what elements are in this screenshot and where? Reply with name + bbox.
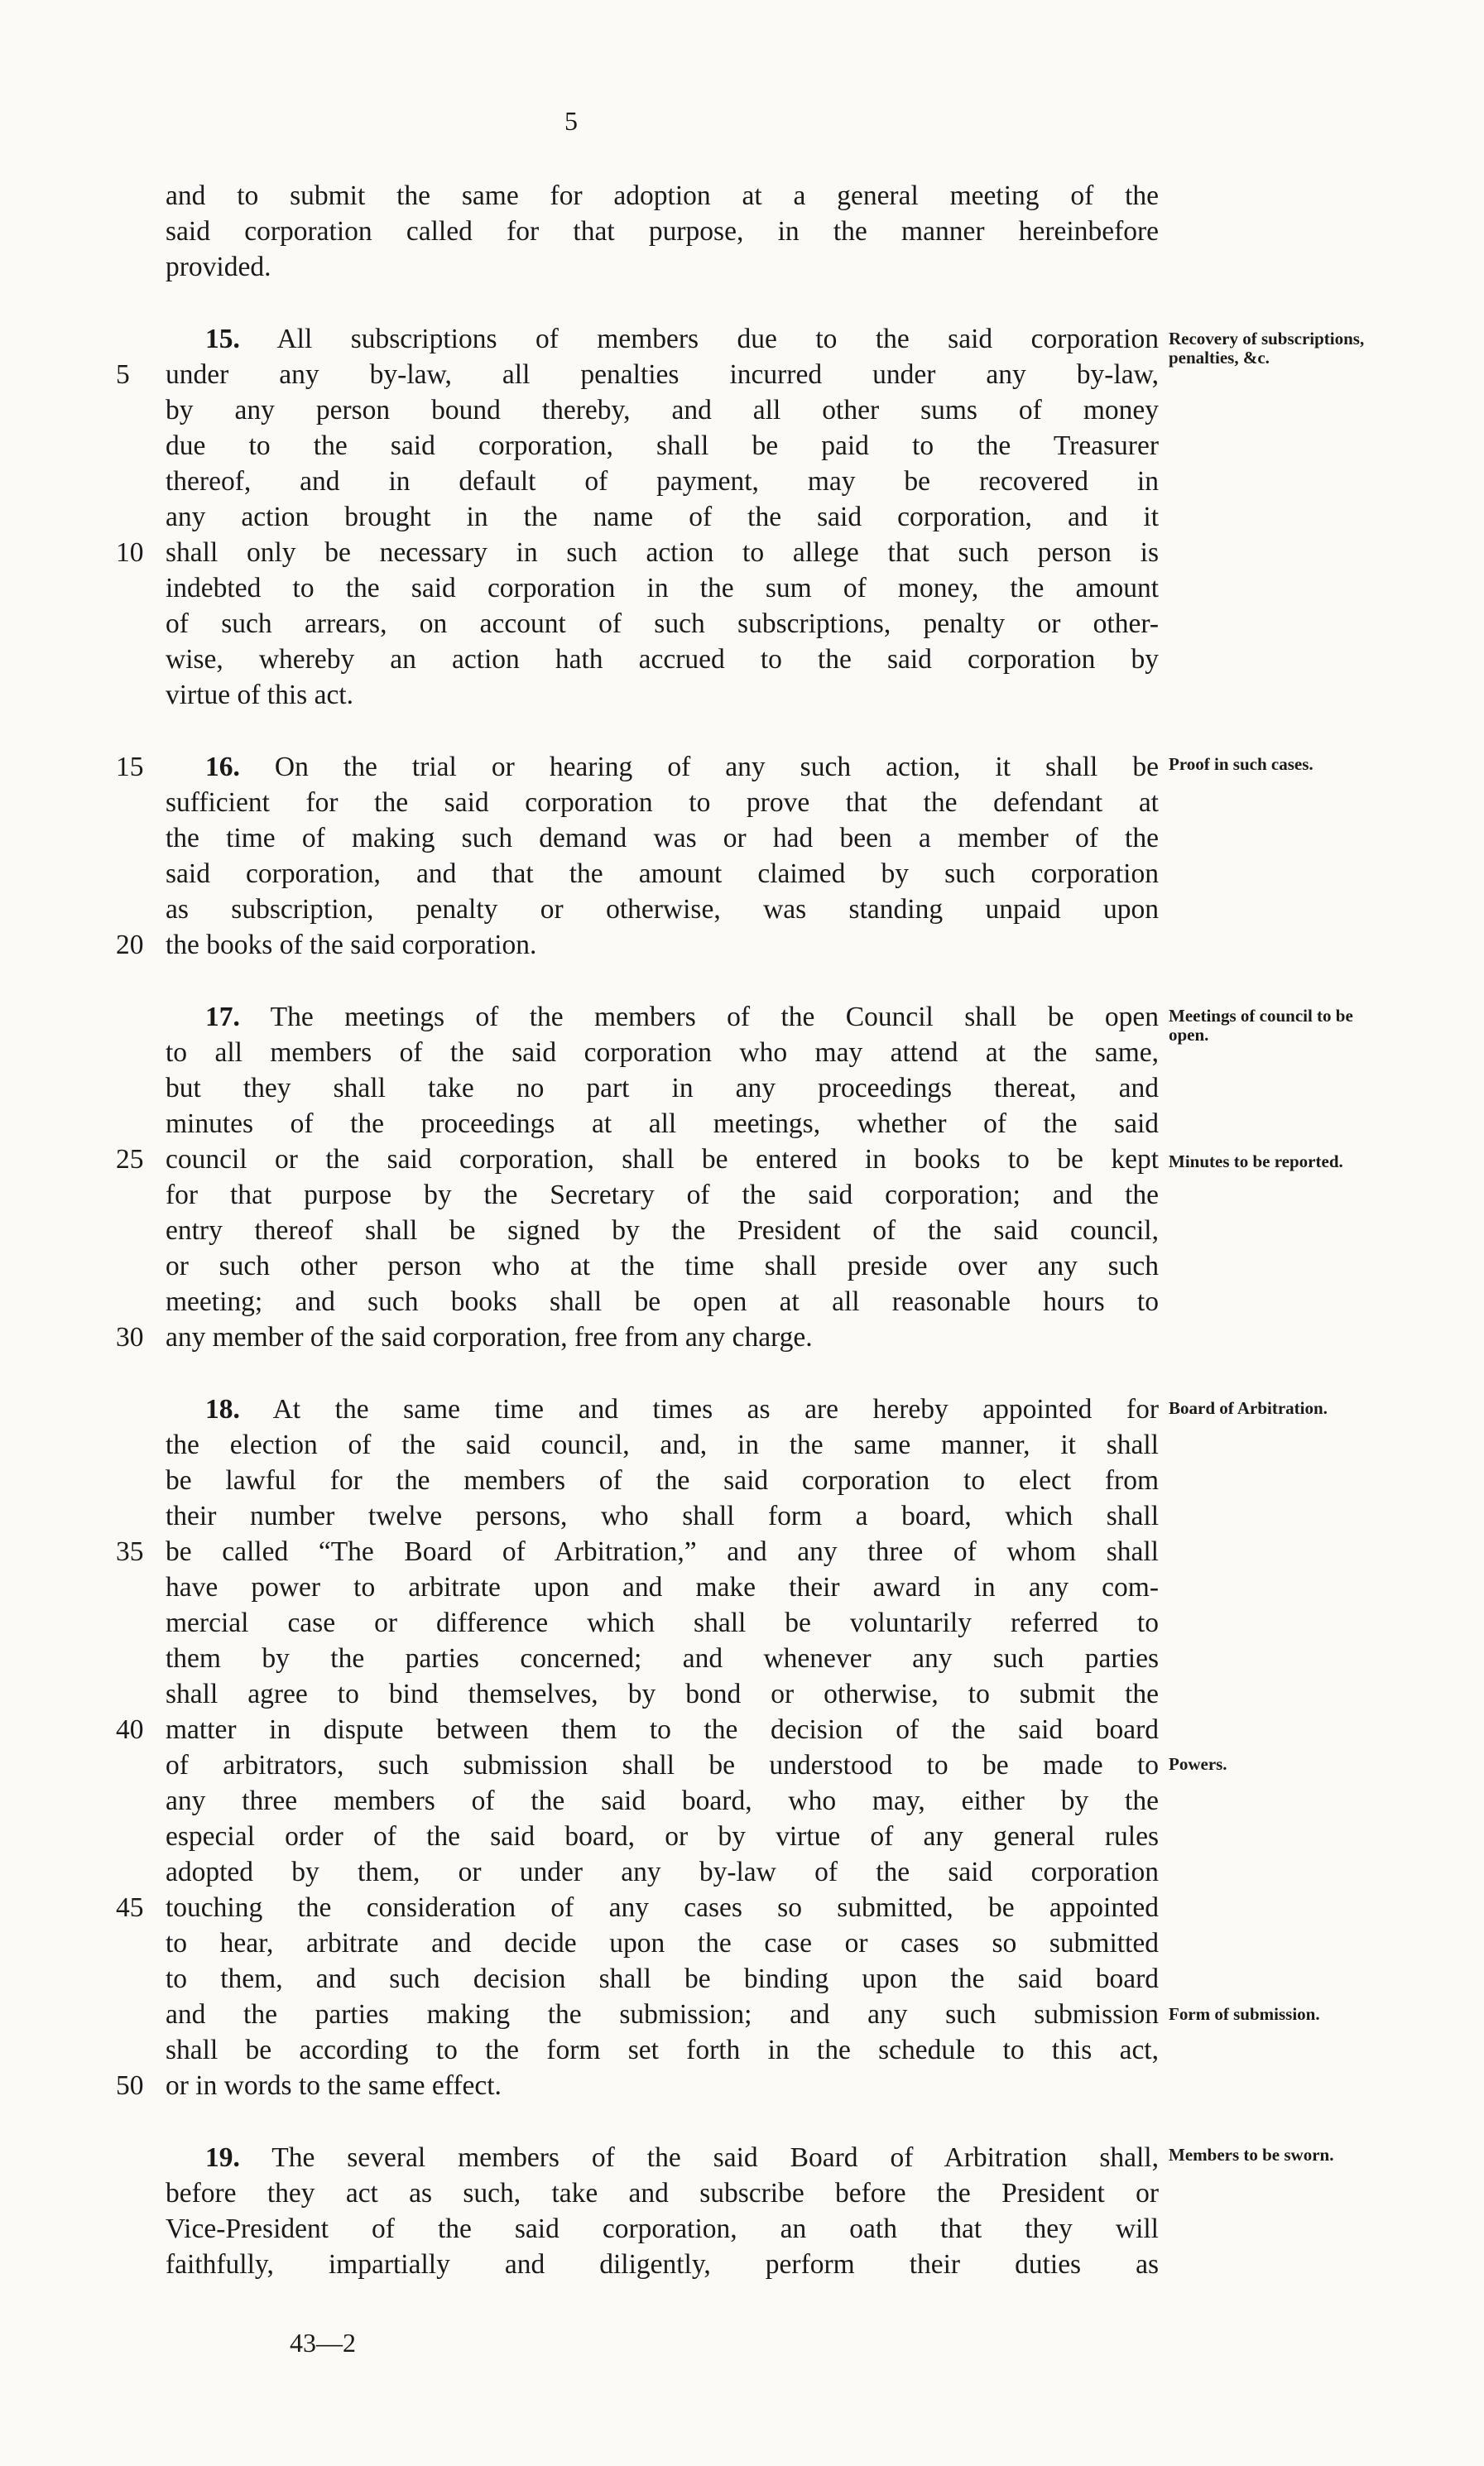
line-text: of such arrears, on account of such subscriptions, penalty or other- xyxy=(166,608,1159,639)
line-text: for that purpose by the Secretary of the said corporation; and the xyxy=(166,1180,1159,1210)
line-text: faithfully, impartially and diligently, perform their duties as xyxy=(166,2249,1159,2280)
line-number: 25 xyxy=(116,1144,144,1175)
line-text: the election of the said council, and, in the same manner, it shall xyxy=(166,1430,1159,1460)
line-text: the time of making such demand was or had been a member of the xyxy=(166,823,1159,853)
text-line xyxy=(166,1641,1159,1676)
text-line xyxy=(166,1712,1159,1747)
line-text: or such other person who at the time shall preside over any such xyxy=(166,1251,1159,1281)
line-text: any action brought in the name of the said corporation, and it xyxy=(166,502,1159,532)
text-line xyxy=(166,1213,1159,1248)
line-text: or in words to the same effect. xyxy=(166,2070,502,2101)
text-line xyxy=(166,2175,1159,2211)
line-text: shall be according to the form set forth in the schedule to this act, xyxy=(166,2035,1159,2065)
margin-note: Proof in such cases. xyxy=(1169,754,1314,774)
text-line xyxy=(166,357,1159,392)
line-text: shall only be necessary in such action to allege that such person is xyxy=(166,537,1159,568)
text-line xyxy=(166,178,1159,214)
line-text: but they shall take no part in any proceedings thereat, and xyxy=(166,1073,1159,1103)
line-text: to all members of the said corporation who may attend at the same, xyxy=(166,1037,1159,1068)
section-number: 17. xyxy=(205,1002,240,1032)
margin-note: Minutes to be reported. xyxy=(1169,1151,1343,1171)
line-text: and to submit the same for adoption at a general meeting of the xyxy=(166,180,1159,211)
text-line xyxy=(166,927,1159,963)
line-text: especial order of the said board, or by virtue of any general rules xyxy=(166,1821,1159,1852)
text-line xyxy=(166,570,1159,606)
text-line xyxy=(166,1676,1159,1712)
text-line xyxy=(166,392,1159,428)
line-text: All subscriptions of members due to the said corporation xyxy=(239,324,1159,354)
line-text: adopted by them, or under any by-law of the said corporation xyxy=(166,1857,1159,1887)
line-text: to them, and such decision shall be binding upon the said board xyxy=(166,1964,1159,1994)
page-number: 5 xyxy=(564,106,578,136)
margin-note: Meetings of council to be open. xyxy=(1169,1006,1353,1045)
line-text: due to the said corporation, shall be paid to the Treasurer xyxy=(166,430,1159,461)
line-text: thereof, and in default of payment, may be recovered in xyxy=(166,466,1159,497)
text-line xyxy=(166,1961,1159,1997)
line-text: have power to arbitrate upon and make their award in any com- xyxy=(166,1572,1159,1603)
text-line xyxy=(166,892,1159,927)
signature-mark: 43—2 xyxy=(290,2328,356,2358)
line-number: 30 xyxy=(116,1322,144,1353)
text-line xyxy=(166,1569,1159,1605)
text-line xyxy=(166,1035,1159,1070)
line-text: to hear, arbitrate and decide upon the case or cases so submitted xyxy=(166,1928,1159,1959)
text-line xyxy=(166,820,1159,856)
section-number: 16. xyxy=(205,752,240,782)
text-line xyxy=(166,214,1159,249)
text-line xyxy=(166,249,1159,285)
text-line xyxy=(166,1177,1159,1213)
text-line xyxy=(166,642,1159,677)
text-line xyxy=(166,1248,1159,1284)
line-text: council or the said corporation, shall be entered in books to be kept xyxy=(166,1144,1159,1175)
text-line xyxy=(166,1320,1159,1355)
line-number: 50 xyxy=(116,2070,144,2101)
line-number: 45 xyxy=(116,1892,144,1923)
line-text: On the trial or hearing of any such action, it shall be xyxy=(239,752,1159,782)
line-text: be called “The Board of Arbitration,” and any three of whom shall xyxy=(166,1536,1159,1567)
line-text: said corporation, and that the amount claimed by such corporation xyxy=(166,858,1159,889)
text-line xyxy=(166,856,1159,892)
text-line xyxy=(205,1392,1159,1427)
text-line xyxy=(166,1498,1159,1534)
line-text: mercial case or difference which shall be voluntarily referred to xyxy=(166,1608,1159,1638)
line-text: before they act as such, take and subscribe before the President or xyxy=(166,2178,1159,2209)
line-text: any member of the said corporation, free from any charge. xyxy=(166,1322,813,1353)
text-line xyxy=(166,1106,1159,1142)
line-text: the books of the said corporation. xyxy=(166,930,537,960)
text-line xyxy=(166,428,1159,464)
line-text: wise, whereby an action hath accrued to the said corporation by xyxy=(166,644,1159,675)
text-line xyxy=(166,1747,1159,1783)
text-line xyxy=(205,2140,1159,2175)
text-line xyxy=(166,535,1159,570)
text-line xyxy=(166,2032,1159,2068)
text-line xyxy=(166,499,1159,535)
line-number: 20 xyxy=(116,930,144,960)
section-number: 18. xyxy=(205,1394,240,1425)
line-text: touching the consideration of any cases so submitted, be appointed xyxy=(166,1892,1159,1923)
text-line xyxy=(166,1463,1159,1498)
text-line xyxy=(166,1605,1159,1641)
text-line xyxy=(166,1890,1159,1925)
line-text: virtue of this act. xyxy=(166,680,353,710)
margin-note: Board of Arbitration. xyxy=(1169,1398,1328,1418)
text-line xyxy=(166,1819,1159,1854)
line-number: 5 xyxy=(116,359,130,390)
text-line xyxy=(166,677,1159,713)
line-text: shall agree to bind themselves, by bond or otherwise, to submit the xyxy=(166,1679,1159,1709)
line-text: under any by-law, all penalties incurred under any by-law, xyxy=(166,359,1159,390)
text-line xyxy=(205,749,1159,785)
margin-note: Recovery of subscriptions, penalties, &c. xyxy=(1169,329,1365,368)
line-text: be lawful for the members of the said corporation to elect from xyxy=(166,1465,1159,1496)
line-text: of arbitrators, such submission shall be understood to be made to xyxy=(166,1750,1159,1781)
margin-note: Powers. xyxy=(1169,1754,1227,1774)
line-text: entry thereof shall be signed by the President of the said council, xyxy=(166,1215,1159,1246)
text-line xyxy=(166,1854,1159,1890)
text-line xyxy=(166,2211,1159,2247)
margin-note: Members to be sworn. xyxy=(1169,2145,1334,2165)
text-line xyxy=(166,1534,1159,1569)
text-line xyxy=(166,785,1159,820)
line-text: and the parties making the submission; and any such submission xyxy=(166,1999,1159,2030)
line-number: 40 xyxy=(116,1714,144,1745)
line-text: their number twelve persons, who shall form a board, which shall xyxy=(166,1501,1159,1531)
line-text: as subscription, penalty or otherwise, was standing unpaid upon xyxy=(166,894,1159,925)
text-line xyxy=(166,1783,1159,1819)
line-text: sufficient for the said corporation to prove that the defendant at xyxy=(166,787,1159,818)
text-line xyxy=(166,1142,1159,1177)
margin-note: Form of submission. xyxy=(1169,2004,1320,2024)
text-line xyxy=(166,1284,1159,1320)
line-text: The meetings of the members of the Council shall be open xyxy=(239,1002,1159,1032)
line-text: any three members of the said board, who may, either by the xyxy=(166,1786,1159,1816)
text-line xyxy=(166,1070,1159,1106)
text-line xyxy=(205,999,1159,1035)
line-text: matter in dispute between them to the decision of the said board xyxy=(166,1714,1159,1745)
section-number: 19. xyxy=(205,2142,240,2173)
line-text: indebted to the said corporation in the sum of money, the amount xyxy=(166,573,1159,603)
line-text: said corporation called for that purpose, in the manner hereinbefore xyxy=(166,216,1159,247)
line-text: by any person bound thereby, and all other sums of money xyxy=(166,395,1159,425)
line-number: 35 xyxy=(116,1536,144,1567)
text-line xyxy=(166,1427,1159,1463)
line-text: At the same time and times as are hereby appointed for xyxy=(239,1394,1159,1425)
line-text: provided. xyxy=(166,252,271,282)
line-text: them by the parties concerned; and whenever any such parties xyxy=(166,1643,1159,1674)
section-number: 15. xyxy=(205,324,240,354)
text-line xyxy=(166,1925,1159,1961)
text-line xyxy=(166,2247,1159,2282)
text-line xyxy=(166,1997,1159,2032)
text-line xyxy=(205,321,1159,357)
text-line xyxy=(166,464,1159,499)
line-text: Vice-President of the said corporation, an oath that they will xyxy=(166,2214,1159,2244)
text-line xyxy=(166,606,1159,642)
text-line xyxy=(166,2068,1159,2103)
line-number: 10 xyxy=(116,537,144,568)
line-text: meeting; and such books shall be open at all reasonable hours to xyxy=(166,1286,1159,1317)
line-text: minutes of the proceedings at all meetings, whether of the said xyxy=(166,1108,1159,1139)
line-text: The several members of the said Board of Arbitration shall, xyxy=(239,2142,1159,2173)
line-number: 15 xyxy=(116,752,144,782)
